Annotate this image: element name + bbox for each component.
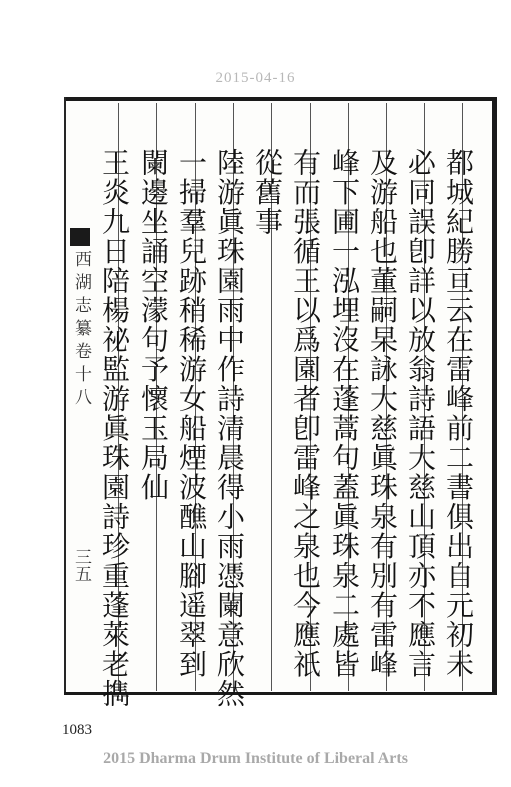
archive-date-stamp: 2015-04-16 <box>215 70 296 86</box>
text-column-8: 一掃羣兒跡稍稀游女船煙波醮山腳遥翠到 <box>175 148 208 679</box>
text-column-4: 峰下圃一泓埋沒在蓬蒿句蓋眞珠泉二處皆 <box>328 148 361 679</box>
text-column-2: 必同誤卽詳以放翁詩語大慈山頂亦不應言 <box>404 148 437 679</box>
text-column-6: 從舊事 <box>251 148 284 237</box>
page-number: 1083 <box>62 722 92 738</box>
text-column-10: 王炎九日陪楊祕監游眞珠園詩珍重蓬萊老擕 <box>98 148 131 709</box>
page-border-top <box>64 97 496 101</box>
page-border-right <box>492 97 497 695</box>
fish-tail-mark <box>70 228 90 246</box>
text-column-9: 闌邊坐誦空濛句予懷玉局仙 <box>137 148 170 502</box>
margin-book-title: 西湖志纂卷十八 <box>71 250 91 411</box>
copyright-watermark: 2015 Dharma Drum Institute of Liberal Arts <box>103 750 408 767</box>
text-column-5: 有而張循王以爲園者卽雷峰之泉也今應祇 <box>289 148 322 679</box>
text-column-3: 及游船也董嗣杲詠大慈眞珠泉有別有雷峰 <box>366 148 399 679</box>
text-column-1: 都城紀勝亘云在雷峰前二書俱出自元初未 <box>442 148 475 679</box>
text-column-7: 陸游眞珠園雨中作詩清晨得小雨憑闌意欣然 <box>213 148 246 709</box>
margin-folio-number: 三五 <box>71 548 91 582</box>
